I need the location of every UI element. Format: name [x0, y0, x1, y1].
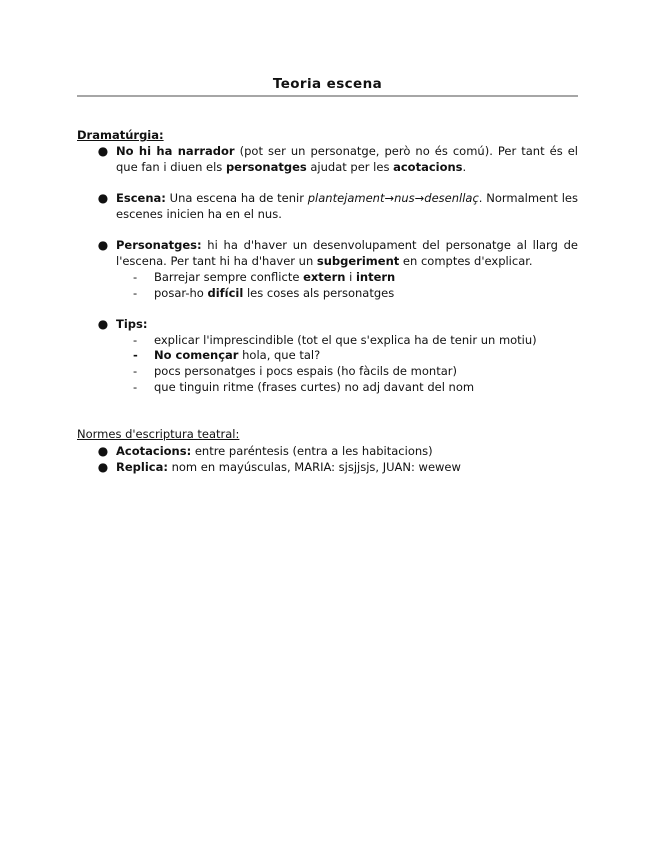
list-item-acotacions [116, 443, 578, 459]
item-text-bold: difícil [207, 286, 244, 300]
item-text-bold: personatges [225, 160, 307, 174]
sub-list-item [154, 285, 574, 301]
document-title: Teoria escena [272, 76, 383, 92]
item-text: en comptes d'explicar. [399, 254, 533, 268]
sub-list-item [154, 363, 574, 379]
item-text: Una escena ha de tenir [165, 191, 308, 205]
item-text-bold: subgeriment [316, 254, 400, 268]
item-text-bold: Tips: [116, 317, 148, 331]
item-text: explicar l'imprescindible (tot el que s'explica ha de tenir un motiu) [154, 333, 537, 347]
item-text-bold: intern [355, 270, 396, 284]
item-text-bold: Escena: [116, 191, 166, 205]
item-text: . Normalment les escenes inicien ha en el nus. [116, 191, 578, 221]
title-divider [77, 95, 578, 97]
list-item-escena [116, 190, 578, 222]
item-text: les coses als personatges [243, 286, 395, 300]
item-text-bold: Acotacions: [116, 444, 192, 458]
sub-list-item [154, 347, 574, 363]
sub-list-item [154, 269, 574, 285]
item-text: . [462, 160, 467, 174]
dash-marker: - [133, 348, 138, 362]
bullet-marker: ● [97, 238, 109, 252]
dash-marker: - [133, 270, 138, 284]
item-text-bold: No hi ha narrador [116, 144, 235, 158]
item-text-bold: Replica: [116, 460, 168, 474]
dash-marker: - [133, 380, 138, 394]
item-text: (pot ser un personatge, però no és comú). Per tant és el que fan i diuen els [116, 144, 578, 174]
item-text: nom en mayúsculas, MARIA: sjsjjsjs, JUAN: wewew [167, 460, 461, 474]
list-item-replica [116, 459, 578, 475]
bullet-marker: ● [97, 144, 109, 158]
item-text: ajudat per les [306, 160, 394, 174]
bullet-marker: ● [97, 444, 109, 458]
item-text: hi ha d'haver un desenvolupament del personatge al llarg de l'escena. Per tant hi ha d'haver un [116, 238, 578, 268]
section-heading-normes: Normes d'escriptura teatral: [77, 427, 240, 441]
item-text: hola, que tal? [238, 348, 321, 362]
list-item-tips [116, 316, 578, 332]
bullet-marker: ● [97, 191, 109, 205]
dash-marker: - [133, 286, 138, 300]
item-text: pocs personatges i pocs espais (ho fàcils de montar) [154, 364, 457, 378]
list-item-personatges [116, 237, 578, 269]
item-text: posar-ho [154, 286, 208, 300]
item-text-italic: plantejament→nus→desenllaç [307, 191, 479, 205]
item-text-bold: acotacions [393, 160, 463, 174]
sub-list-item [154, 332, 574, 348]
list-item-narrador [116, 143, 578, 175]
item-text: que tinguin ritme (frases curtes) no adj davant del nom [154, 380, 475, 394]
item-text: entre paréntesis (entra a les habitacions) [191, 444, 433, 458]
dash-marker: - [133, 364, 138, 378]
bullet-marker: ● [97, 460, 109, 474]
item-text-bold: extern [303, 270, 346, 284]
item-text: Barrejar sempre conflicte [154, 270, 304, 284]
item-text-bold: No començar [154, 348, 239, 362]
dash-marker: - [133, 333, 138, 347]
bullet-marker: ● [97, 317, 109, 331]
sub-list-item [154, 379, 574, 395]
item-text: i [345, 270, 356, 284]
item-text-bold: Personatges: [116, 238, 202, 252]
section-heading-dramaturgia: Dramatúrgia: [77, 128, 164, 142]
